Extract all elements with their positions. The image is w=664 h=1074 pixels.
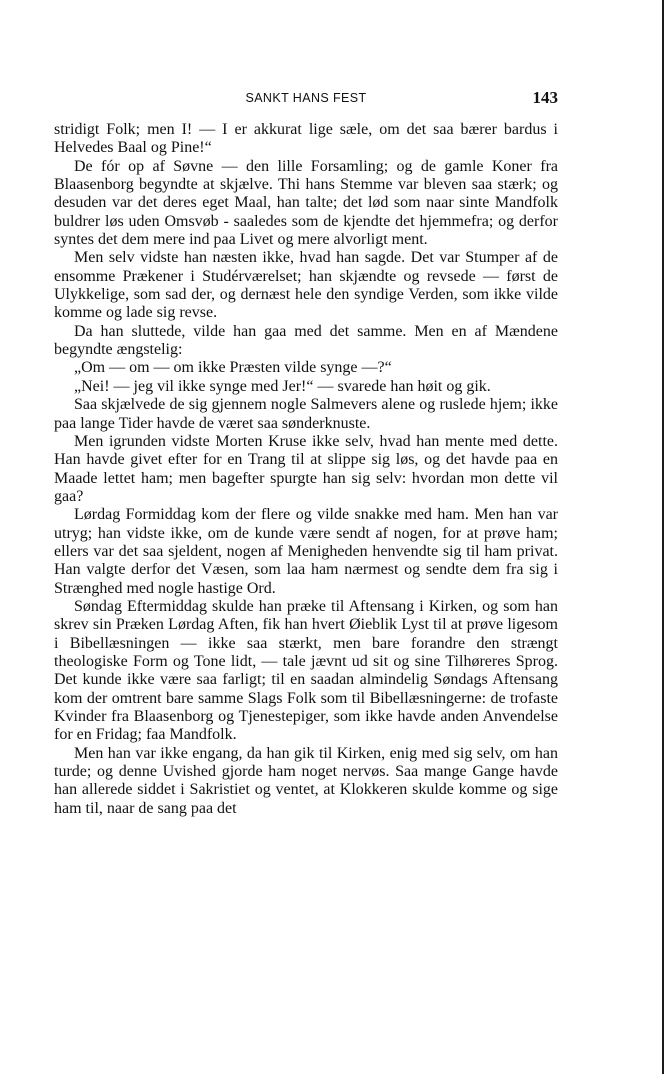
page-number: 143 <box>532 88 558 107</box>
dialogue-line: „Nei! — jeg vil ikke synge med Jer!“ — svarede han høit og gik. <box>74 377 491 395</box>
dialogue-line: „Om — om — om ikke Præsten vilde synge —?“ <box>74 359 392 377</box>
running-title: SANKT HANS FEST <box>245 91 367 105</box>
paragraph: Lørdag Formiddag kom der flere og vilde snakke med ham. Men han var utryg; han vidste ikke, om de kunde være sendt af nogen, for at prøve ham; ellers var det saa sjeldent, nogen af Menigheden henvendte sig til ham privat. Han valgte derfor det Væsen, som laa ham nærmest og sendte dem fra sig i Strænghed med nogle hastige Ord. <box>54 506 558 597</box>
paragraph: Men han var ikke engang, da han gik til Kirken, enig med sig selv, om han turde; og denne Uvished gjorde ham noget nervøs. Saa mange Gange havde han allerede siddet i Sakristiet og ventet, at Klokkeren skulde komme og sige ham til, naar de sang paa det <box>54 744 558 817</box>
paragraph: stridigt Folk; men I! — I er akkurat lige sæle, om det saa bærer bardus i Helvedes Baal og Pine!“ <box>54 121 558 157</box>
paragraph: Men selv vidste han næsten ikke, hvad han sagde. Det var Stumper af de ensomme Prækener i Studérværelset; han skjændte og revsede — først de Ulykkelige, som sad der, og dernæst hele den syndige Verden, som ikke vilde komme og lade sig revse. <box>54 249 558 322</box>
page-header <box>54 88 558 112</box>
paragraph: De fór op af Søvne — den lille Forsamling; og de gamle Koner fra Blaasenborg begyndte at skjælve. Thi hans Stemme var bleven saa stærk; og desuden var det deres eget Maal, han talte; det lød som naar sinte Mandfolk buldrer løs uden Omsvøb - saaledes som de kjendte det hjemmefra; og derfor syntes det dem mere ind paa Livet og mere alvorligt ment. <box>54 157 558 249</box>
paragraph: Søndag Eftermiddag skulde han præke til Aftensang i Kirken, og som han skrev sin Præken Lørdag Aften, fik han hvert Øieblik Lyst til at prøve ligesom i Bibellæsningen — ikke saa stærkt, men bare forandre den strængt theologiske Form og Tone lidt, — tale jævnt ud sit og sine Tilhøreres Sprog. Det kunde ikke være saa farligt; til en saadan almindelig Søndags Aftensang kom der omtrent bare samme Slags Folk som til Bibellæsningerne: de trofaste Kvinder fra Blaasenborg og Tjenestepiger, som ikke havde anden Anvendelse for en Fridag; faa Mandfolk. <box>54 597 558 744</box>
paragraph: Saa skjælvede de sig gjennem nogle Salmevers alene og ruslede hjem; ikke paa lange Tider havde de været saa sønderknuste. <box>54 396 558 432</box>
paragraph: Men igrunden vidste Morten Kruse ikke selv, hvad han mente med dette. Han havde givet efter for en Trang til at slippe sig løs, og det havde paa en Maade lettet ham; men bagefter spurgte han sig selv: hvordan mon dette vil gaa? <box>54 432 558 505</box>
paragraph: Da han sluttede, vilde han gaa med det samme. Men en af Mændene begyndte ængstelig: <box>54 322 558 359</box>
body-text <box>54 121 558 818</box>
